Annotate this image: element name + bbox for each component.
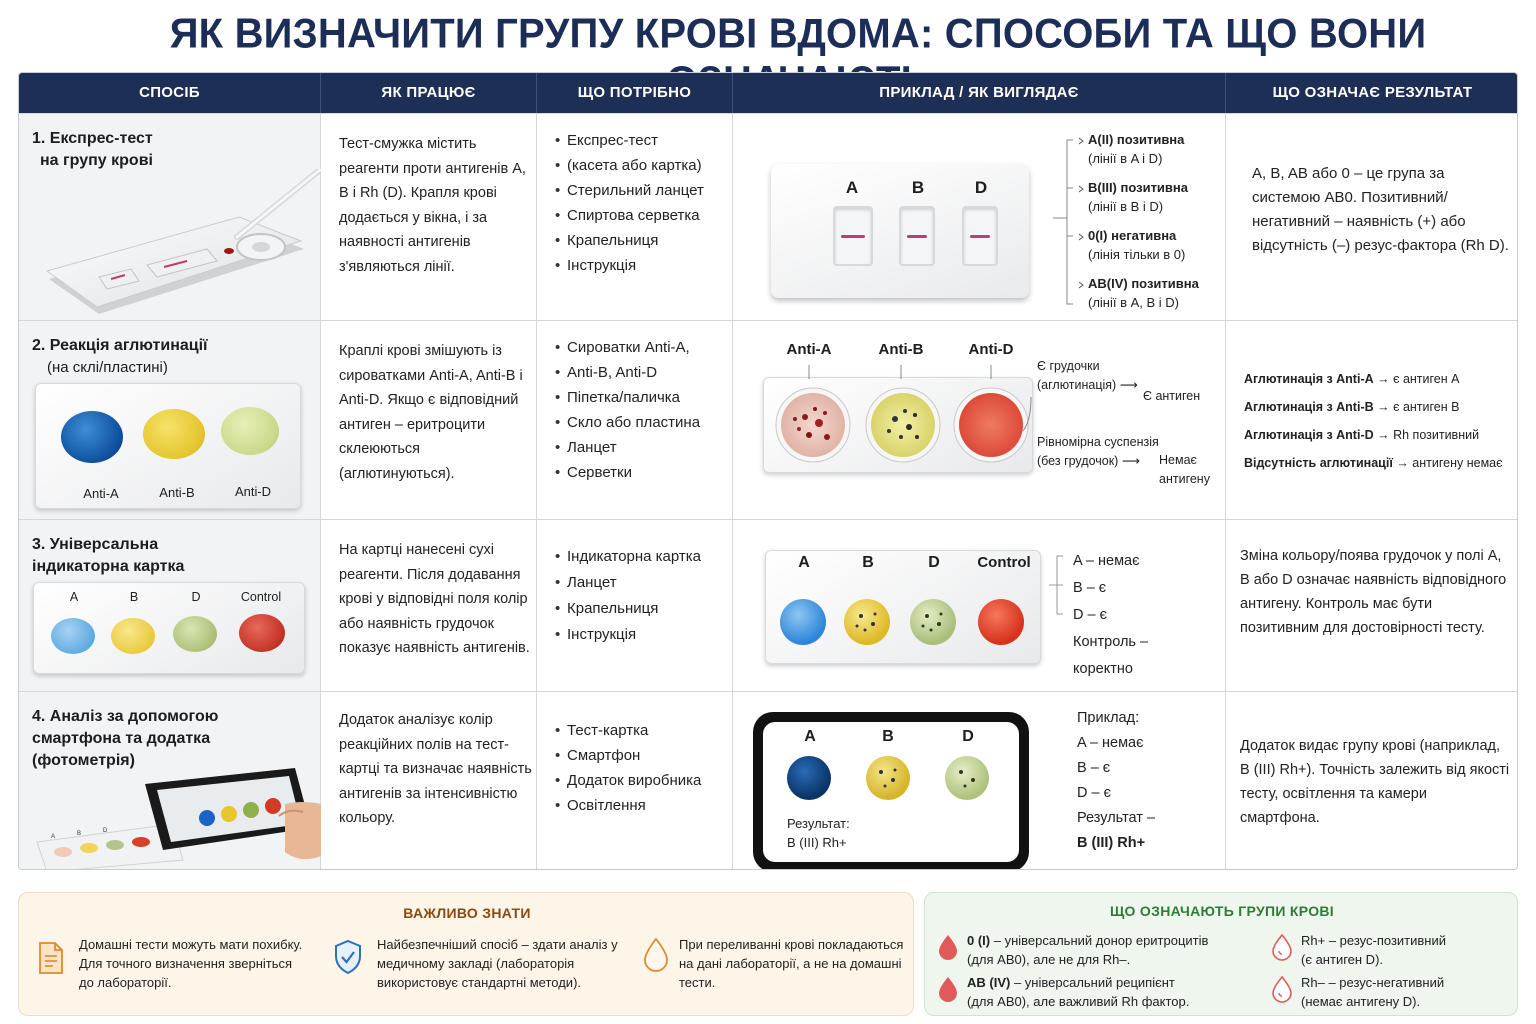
list-item: • Сироватки Anti-A,: [555, 335, 700, 360]
needs-cell-2: [537, 321, 733, 519]
card-example-label-d: D: [928, 554, 940, 571]
phone-result-notes: Приклад: A – немає B – є D – є Результат – B (III) Rh+: [1077, 710, 1156, 851]
table-row-2: [19, 320, 1518, 519]
header-example: ПРИКЛАД / ЯК ВИГЛЯДАЄ: [733, 73, 1226, 113]
list-item: • Смартфон: [555, 743, 701, 768]
shield-check-icon: [333, 939, 363, 975]
antigen-absent-note: Немає антигену: [1159, 453, 1210, 486]
blood-drop-icon: [937, 933, 959, 961]
list-item: • Скло або пластина: [555, 410, 700, 435]
yellow-drop: [143, 409, 205, 459]
svg-text:B: B: [77, 831, 82, 837]
rh-positive-text: Rh+ – резус-позитивний (є антиген D).: [1301, 933, 1447, 967]
important-text-3: При переливанні крові покладаються на дані лабораторії, а не на домашні тести.: [679, 937, 904, 990]
list-item: • Інструкція: [555, 253, 704, 278]
rh-negative-drop-icon: [1271, 975, 1293, 1003]
example-cell-1: [733, 114, 1226, 320]
how-text-2: Краплі крові змішують із сироватками Anti-A, Anti-B і Anti-D. Якщо є відповідний антиген – еритроцити склеюються (аглютинуються).: [339, 343, 523, 482]
cassette-window-b: [899, 206, 935, 266]
test-cassette: [771, 164, 1029, 298]
needs-list-1: [555, 128, 704, 278]
list-item: • Ланцет: [555, 435, 700, 460]
plate-label-anti-a: Anti-A: [83, 486, 119, 501]
header-method: СПОСІБ: [19, 73, 321, 113]
method-cell-2: [19, 321, 321, 519]
cassette-label-a: A: [845, 178, 859, 197]
drop-icon: [643, 937, 669, 973]
example-label-anti-a: Anti-A: [786, 341, 832, 358]
needs-list-4: [555, 718, 701, 818]
needs-cell-3: [537, 520, 733, 691]
result-note-0: 0(I) негативна (лінія тільки в 0): [1088, 228, 1186, 262]
cassette-label-b: B: [911, 178, 925, 197]
express-test-cassette-illustration: [39, 169, 321, 319]
bracket-connector-3: [1049, 554, 1069, 624]
how-cell-4: [321, 692, 537, 870]
table-header: [19, 73, 1518, 113]
list-item: • Тест-картка: [555, 718, 701, 743]
document-icon: [37, 941, 65, 975]
list-item: • Ланцет: [555, 570, 701, 596]
rh-positive-drop-icon: [1271, 933, 1293, 961]
list-item: • Експрес-тест: [555, 128, 704, 153]
agglutination-note: Є грудочки (аглютинація) ⟶: [1037, 359, 1138, 392]
plate-label-anti-d: Anti-D: [234, 484, 272, 499]
result-text-4: Додаток видає групу крові (наприклад, B (III) Rh+). Точність залежить від якості тесту, освітлення та камери смартфона.: [1240, 738, 1510, 826]
list-item: • (касета або картка): [555, 153, 704, 178]
example-cell-2: [733, 321, 1226, 519]
list-item: • Освітлення: [555, 793, 701, 818]
result-text-3: Зміна кольору/поява грудочок у полі A, B або D означає наявність відповідного антигену. Контроль має бути позитивним для достовірності тесту.: [1240, 548, 1507, 636]
card-label-b: B: [129, 590, 139, 604]
card-result-notes: A – немає B – є D – є Контроль – коректно: [1073, 553, 1149, 677]
how-cell-3: [321, 520, 537, 691]
blood-drop-icon: [937, 975, 959, 1003]
card-field-d: [173, 616, 217, 652]
result-note-ab: AB(IV) позитивна (лінії в A, B і D): [1088, 276, 1199, 310]
list-item: • Інструкція: [555, 622, 701, 648]
method-title-2: 2. Реакція аглютинації (на склі/пластині): [32, 337, 208, 376]
label-pointers: [773, 363, 1053, 379]
card-example-label-b: B: [862, 554, 874, 571]
needs-list-3: [555, 544, 701, 648]
card-example-label-a: A: [798, 554, 810, 571]
groups-title: ЩО ОЗНАЧАЮТЬ ГРУПИ КРОВІ: [1109, 903, 1334, 919]
agglutination-dishes: [769, 383, 1029, 467]
needs-list-2: [555, 335, 700, 485]
rh-negative-text: Rh– – резус-негативний (немає антигену D).: [1301, 975, 1445, 1009]
page-title: ЯК ВИЗНАЧИТИ ГРУПУ КРОВІ ВДОМА: СПОСОБИ ТА ЩО ВОНИ: [169, 10, 1427, 57]
method-title-1: 1. Експрес-тест на групу крові: [32, 130, 153, 169]
how-text-3: На картці нанесені сухі реагенти. Після додавання крові у відповідні поля колір або наявність грудочок показує наявність антигенів.: [339, 542, 530, 656]
svg-text:D: D: [103, 828, 108, 834]
screen-label-d: D: [962, 728, 974, 745]
example-label-anti-d: Anti-D: [968, 341, 1014, 358]
list-item: • Індикаторна картка: [555, 544, 701, 570]
cassette-label-d: D: [974, 178, 988, 197]
how-text-1: Тест-смужка містить реагенти проти антигенів A, B і Rh (D). Крапля крові додається у вікна, і за наявності антигенів з'являються лінії.: [339, 136, 526, 275]
plate-label-anti-b: Anti-B: [159, 485, 195, 500]
group-0-text: 0 (I) – універсальний донор еритроцитів (для AB0), але не для Rh–.: [967, 933, 1209, 967]
card-example-label-control: Control: [977, 554, 1031, 571]
arrow-to-dish: [1021, 391, 1041, 441]
header-result: ЩО ОЗНАЧАЄ РЕЗУЛЬТАТ: [1272, 84, 1473, 101]
important-title: ВАЖЛИВО ЗНАТИ: [403, 905, 531, 921]
result-cell-3: [1226, 520, 1518, 691]
svg-text:A: A: [51, 834, 56, 840]
needs-cell-4: [537, 692, 733, 870]
suspension-note: Рівномірна суспензія (без грудочок) ⟶: [1037, 435, 1159, 468]
header-how: ЯК ПРАЦЮЄ: [321, 73, 537, 113]
important-box: [18, 892, 914, 1016]
table-row-3: [19, 519, 1518, 691]
groups-box: [924, 892, 1518, 1016]
method-cell-1: [19, 114, 321, 320]
method-cell-3: [19, 520, 321, 691]
card-field-a: [51, 618, 95, 654]
result-list-2: Аглютинація з Anti-A → є антиген A Аглютинація з Anti-B → є антиген B Аглютинація з Anti-D → Rh позитивний Відсутність аглютинації → антигену немає: [1244, 372, 1503, 470]
card-label-a: A: [69, 590, 79, 604]
antigen-present-note: Є антиген: [1143, 389, 1201, 403]
card-field-control: [239, 614, 285, 652]
list-item: • Крапельниця: [555, 596, 701, 622]
how-cell-1: [321, 114, 537, 320]
green-drop: [221, 407, 279, 455]
table-row-1: [19, 113, 1518, 320]
screen-label-b: B: [882, 728, 894, 745]
important-text-2: Найбезпечніший спосіб – здати аналіз у медичному закладі (лабораторія використовує стандартні методи).: [377, 937, 618, 990]
screen-fields: [783, 752, 1023, 804]
result-note-b: B(III) позитивна (лінії в B і D): [1088, 180, 1189, 214]
result-cell-1: [1226, 114, 1518, 320]
example-label-anti-b: Anti-B: [878, 341, 924, 358]
screen-result: Результат: B (III) Rh+: [787, 816, 850, 850]
list-item: • Серветки: [555, 460, 700, 485]
needs-cell-1: [537, 114, 733, 320]
result-text-1: A, B, AB або 0 – це група за системою AB0. Позитивний/негативний – наявність (+) або відсутність (–) резус-фактора (Rh D).: [1252, 165, 1509, 254]
list-item: • Спиртова серветка: [555, 203, 704, 228]
indicator-fields: [777, 594, 1037, 650]
method-title-4: 4. Аналіз за допомогою смартфона та додатка (фотометрія): [32, 708, 219, 769]
example-cell-3: [733, 520, 1226, 691]
list-item: • Крапельниця: [555, 228, 704, 253]
method-title-3: 3. Універсальна індикаторна картка: [32, 536, 185, 575]
result-cell-4: [1226, 692, 1518, 870]
screen-label-a: A: [804, 728, 816, 745]
list-item: • Стерильний ланцет: [555, 178, 704, 203]
important-text-1: Домашні тести можуть мати похибку. Для точного визначення зверніться до лабораторії.: [79, 937, 303, 990]
cassette-window-a: [833, 206, 873, 266]
how-cell-2: [321, 321, 537, 519]
smartphone-scanning-illustration: [33, 764, 321, 870]
list-item: • Піпетка/паличка: [555, 385, 700, 410]
blue-drop: [61, 411, 123, 463]
example-cell-4: [733, 692, 1226, 870]
methods-table: [18, 72, 1518, 870]
card-label-d: D: [191, 590, 201, 604]
list-item: • Додаток виробника: [555, 768, 701, 793]
header-needs: ЩО ПОТРІБНО: [537, 73, 733, 113]
result-cell-2: [1226, 321, 1518, 519]
list-item: • Anti-B, Anti-D: [555, 360, 700, 385]
group-ab-text: AB (IV) – універсальний реципієнт (для AB0), але важливий Rh фактор.: [967, 975, 1190, 1009]
card-label-control: Control: [240, 590, 282, 604]
table-row-4: [19, 691, 1518, 870]
result-note-a: A(II) позитивна (лінії в A і D): [1088, 132, 1185, 166]
bracket-connector: [1049, 134, 1089, 314]
card-field-b: [111, 618, 155, 654]
cassette-window-d: [962, 206, 998, 266]
method-cell-4: [19, 692, 321, 870]
how-text-4: Додаток аналізує колір реакційних полів на тест-картці та визначає наявність антигенів за інтенсивністю кольору.: [339, 712, 532, 826]
